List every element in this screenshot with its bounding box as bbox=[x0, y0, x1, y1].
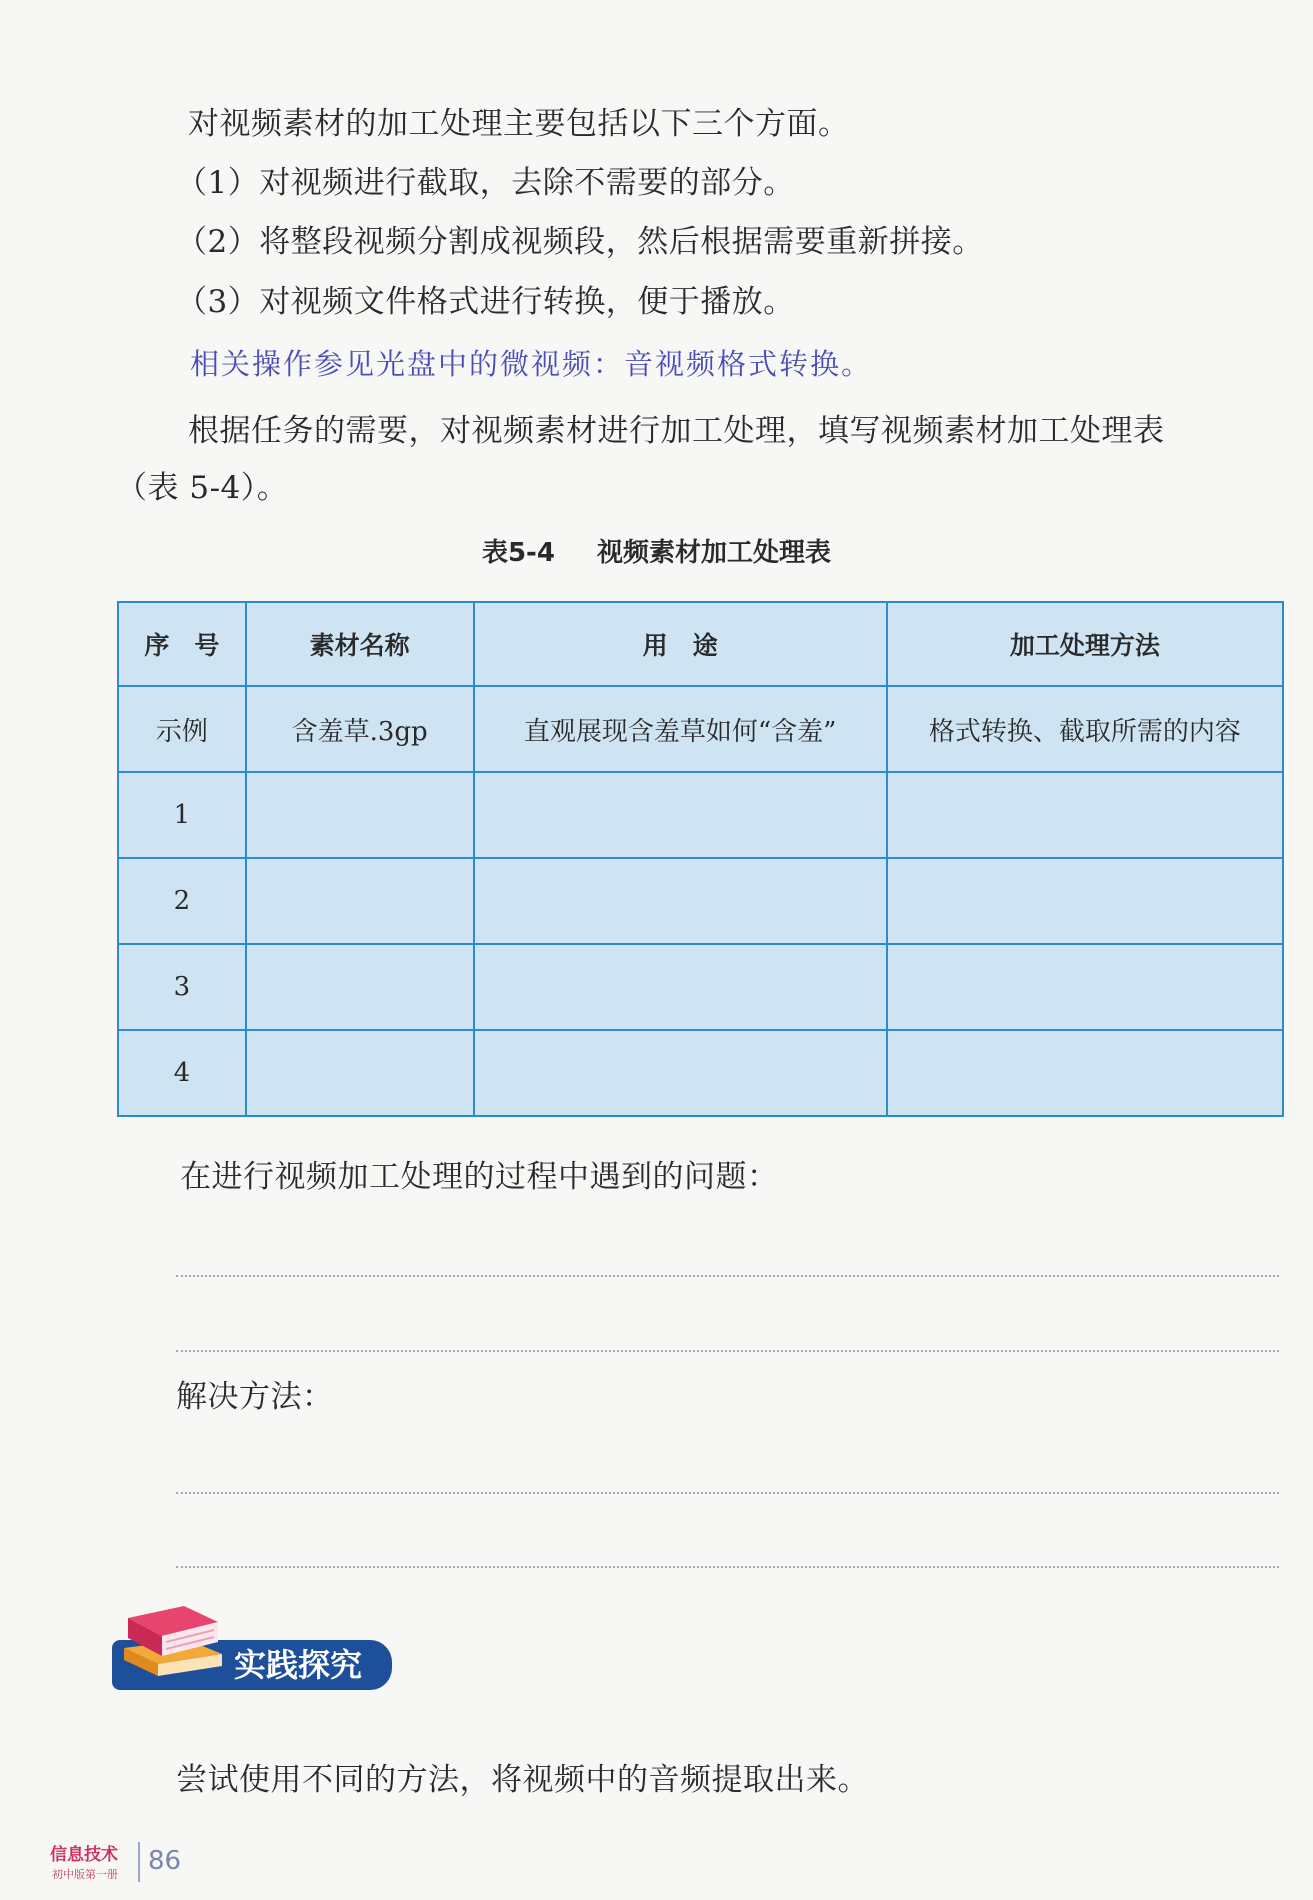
answer-line[interactable] bbox=[176, 1566, 1279, 1568]
table-row bbox=[118, 772, 1283, 858]
table-caption-number: 表5-4 bbox=[481, 538, 555, 568]
list-item-3: （3）对视频文件格式进行转换，便于播放。 bbox=[176, 284, 795, 320]
table-row bbox=[118, 944, 1283, 1030]
footer-book-subtitle: 初中版第一册 bbox=[52, 1868, 118, 1881]
table-header-row bbox=[118, 602, 1283, 686]
answer-line[interactable] bbox=[176, 1350, 1279, 1352]
intro-paragraph: 对视频素材的加工处理主要包括以下三个方面。 bbox=[188, 106, 850, 142]
cell-blank[interactable] bbox=[246, 772, 474, 858]
answer-line[interactable] bbox=[176, 1275, 1279, 1277]
problem-label: 在进行视频加工处理的过程中遇到的问题： bbox=[180, 1159, 779, 1195]
cell-row-index: 2 bbox=[118, 858, 246, 944]
task-paragraph-line2: （表 5-4）。 bbox=[116, 470, 289, 506]
footer-book-title: 信息技术 bbox=[50, 1845, 118, 1865]
cell-row-index: 1 bbox=[118, 772, 246, 858]
list-item-1: （1）对视频进行截取，去除不需要的部分。 bbox=[176, 165, 795, 201]
cell-example-name: 含羞草.3gp bbox=[246, 686, 474, 772]
solution-label: 解决方法： bbox=[176, 1379, 334, 1415]
table-row bbox=[118, 1030, 1283, 1116]
list-item-2: （2）将整段视频分割成视频段，然后根据需要重新拼接。 bbox=[176, 224, 984, 260]
header-purpose: 用 途 bbox=[474, 602, 887, 686]
table-row-example bbox=[118, 686, 1283, 772]
cell-example-index: 示例 bbox=[118, 686, 246, 772]
processing-table bbox=[117, 601, 1284, 1117]
header-index: 序 号 bbox=[118, 602, 246, 686]
cell-example-purpose: 直观展现含羞草如何“含羞” bbox=[474, 686, 887, 772]
cell-row-index: 4 bbox=[118, 1030, 246, 1116]
cell-blank[interactable] bbox=[887, 858, 1283, 944]
cell-row-index: 3 bbox=[118, 944, 246, 1030]
cell-blank[interactable] bbox=[474, 858, 887, 944]
cell-blank[interactable] bbox=[474, 944, 887, 1030]
table-caption-title: 视频素材加工处理表 bbox=[597, 538, 832, 568]
book-stack-icon bbox=[118, 1596, 228, 1686]
practice-text: 尝试使用不同的方法，将视频中的音频提取出来。 bbox=[176, 1762, 869, 1798]
footer-divider bbox=[138, 1842, 140, 1882]
cell-blank[interactable] bbox=[474, 772, 887, 858]
cell-blank[interactable] bbox=[246, 1030, 474, 1116]
practice-badge-label: 实践探究 bbox=[234, 1646, 363, 1684]
task-paragraph-line1: 根据任务的需要，对视频素材进行加工处理，填写视频素材加工处理表 bbox=[188, 413, 1165, 449]
cell-blank[interactable] bbox=[246, 944, 474, 1030]
cell-blank[interactable] bbox=[887, 772, 1283, 858]
table-caption bbox=[0, 532, 1313, 569]
cell-blank[interactable] bbox=[246, 858, 474, 944]
header-method: 加工处理方法 bbox=[887, 602, 1283, 686]
table-row bbox=[118, 858, 1283, 944]
cell-blank[interactable] bbox=[887, 944, 1283, 1030]
answer-line[interactable] bbox=[176, 1492, 1279, 1494]
cell-example-method: 格式转换、截取所需的内容 bbox=[887, 686, 1283, 772]
disc-reference-link[interactable]: 相关操作参见光盘中的微视频：音视频格式转换。 bbox=[190, 347, 873, 381]
page-number: 86 bbox=[148, 1846, 182, 1876]
cell-blank[interactable] bbox=[474, 1030, 887, 1116]
header-material-name: 素材名称 bbox=[246, 602, 474, 686]
cell-blank[interactable] bbox=[887, 1030, 1283, 1116]
